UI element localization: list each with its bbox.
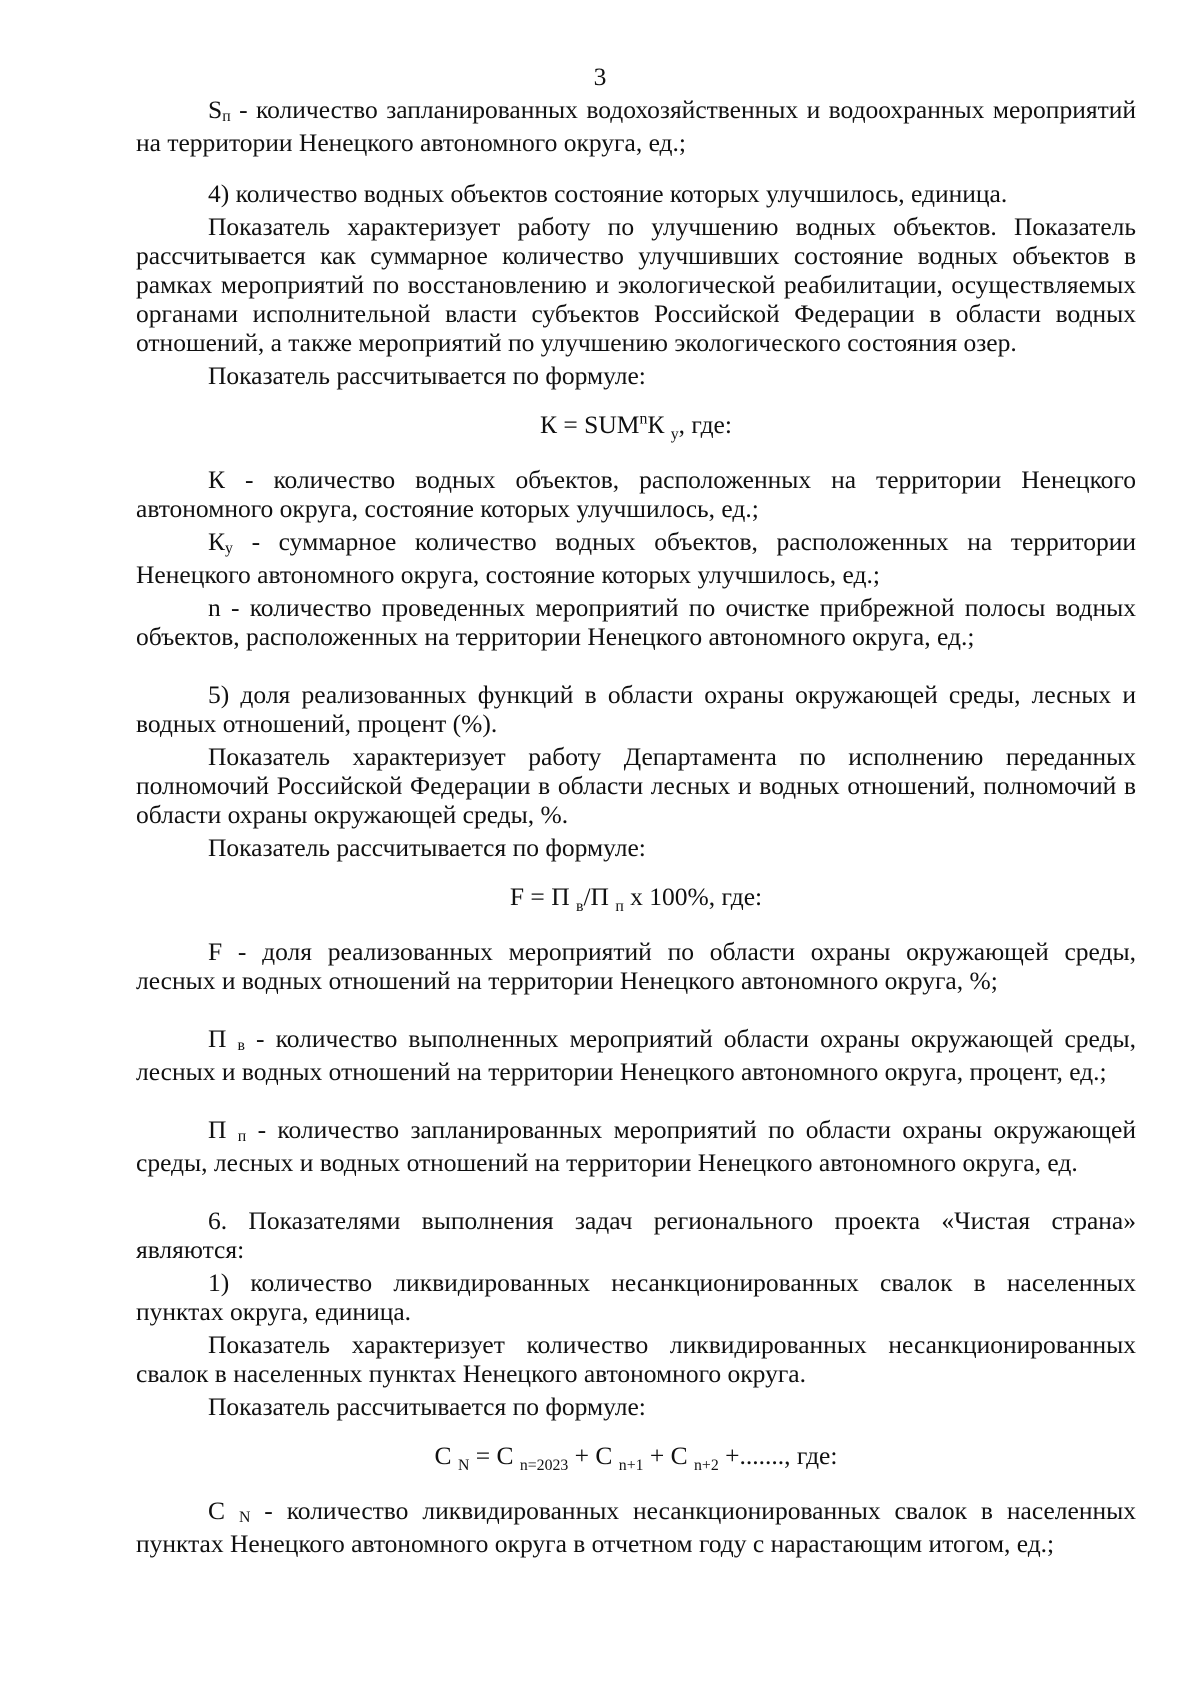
symbol-subscript: п: [222, 108, 231, 125]
definition-cn: С N - количество ликвидированных несанкционированных свалок в населенных пунктах Ненецкого автономного округа в отчетном году с нарастающим итогом, ед.;: [136, 1496, 1136, 1558]
formula-k: $К = SUM^nК$ $_у$, где:: [540, 410, 732, 444]
definition-sn: [136, 95, 1136, 157]
formula-intro: Показатель рассчитывается по формуле:: [208, 361, 646, 390]
formula-intro: Показатель рассчитывается по формуле:: [208, 1392, 646, 1421]
definition-n: n - количество проведенных мероприятий по очистке прибрежной полосы водных объектов, расположенных на территории Ненецкого автономного округа, ед.;: [136, 593, 1136, 651]
document-body: [136, 95, 1136, 1558]
definition-f: F - доля реализованных мероприятий по области охраны окружающей среды, лесных и водных отношений на территории Ненецкого автономного округа, %;: [136, 937, 1136, 995]
indicator-4-title: 4) количество водных объектов состояние которых улучшилось, единица.: [208, 179, 1008, 208]
indicator-6-1-description: Показатель характеризует количество ликвидированных несанкционированных свалок в населенных пунктах Ненецкого автономного округа.: [136, 1330, 1136, 1388]
definition-pv: П в - количество выполненных мероприятий области охраны окружающей среды, лесных и водных отношений на территории Ненецкого автономного округа, процент, ед.;: [136, 1024, 1137, 1086]
indicator-6-1-title: 1) количество ликвидированных несанкционированных свалок в населенных пунктах округа, единица.: [136, 1268, 1136, 1326]
definition-ky: Ку - суммарное количество водных объектов, расположенных на территории Ненецкого автономного округа, состояние которых улучшилось, ед.;: [136, 527, 1137, 589]
definition-pp: П п - количество запланированных мероприятий по области охраны окружающей среды, лесных и водных отношений на территории Ненецкого автономного округа, ед.: [136, 1115, 1137, 1177]
formula-intro: Показатель рассчитывается по формуле:: [208, 833, 646, 862]
indicator-5-description: Показатель характеризует работу Департамента по исполнению переданных полномочий Российской Федерации в области лесных и водных отношений, полномочий в области охраны окружающей среды, %.: [136, 742, 1136, 829]
definition-k: К - количество водных объектов, расположенных на территории Ненецкого автономного округа, состояние которых улучшилось, ед.;: [136, 465, 1136, 523]
page-number: 3: [593, 62, 607, 91]
formula-f: F = П $_в$/П $_п$ х 100%, где:: [509, 882, 763, 916]
indicator-5-title: 5) доля реализованных функций в области охраны окружающей среды, лесных и водных отношений, процент (%).: [136, 680, 1136, 738]
formula-cn: С $_N$ = С $_{n=2023}$ + С $_{n+1}$ + С $_{n+2}$ +......., где:: [434, 1441, 838, 1475]
definition-text: - количество запланированных водохозяйственных и водоохранных мероприятий на территории Ненецкого автономного округа, ед.;: [136, 95, 1136, 157]
section-6-heading: 6. Показателями выполнения задач регионального проекта «Чистая страна» являются:: [136, 1206, 1136, 1264]
symbol: S: [208, 95, 223, 124]
indicator-4-description: Показатель характеризует работу по улучшению водных объектов. Показатель рассчитывается как суммарное количество улучшивших состояние водных объектов в рамках мероприятий по восстановлению и экологической реабилитации, осуществляемых органами исполнительной власти субъектов Российской Федерации в области водных отношений, а также мероприятий по улучшению экологического состояния озер.: [136, 212, 1136, 357]
